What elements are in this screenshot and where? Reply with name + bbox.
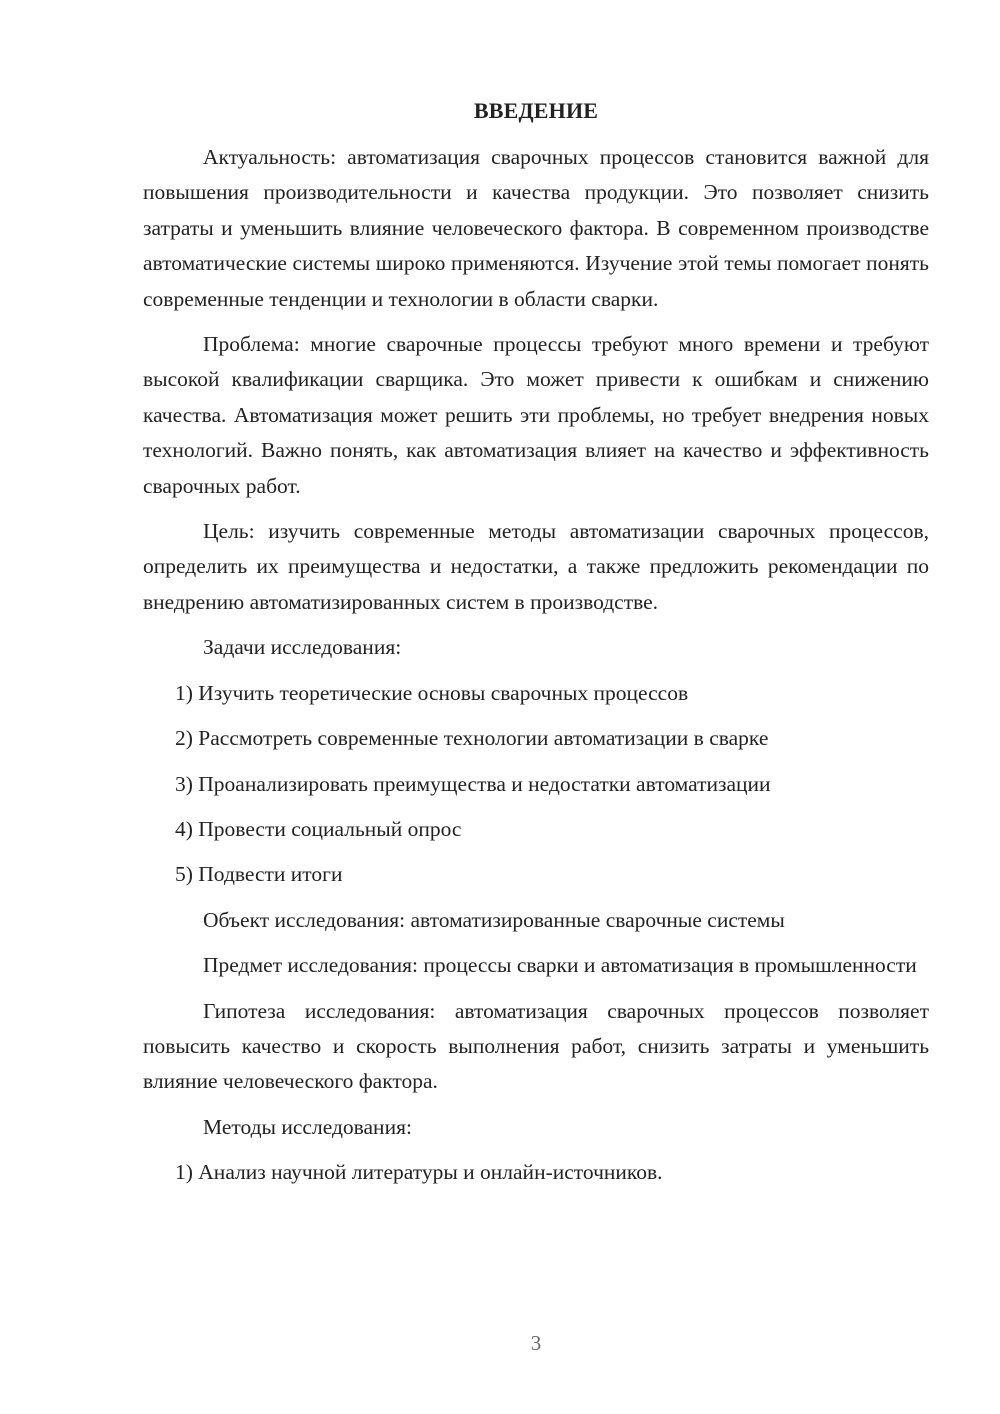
- object-paragraph: Объект исследования: автоматизированные сварочные системы: [203, 907, 785, 932]
- page-title: ВВЕДЕНИЕ: [473, 98, 599, 123]
- methods-heading: Методы исследования:: [203, 1114, 412, 1139]
- hypothesis-paragraph: Гипотеза исследования: автоматизация сварочных процессов позволяет повысить качество и скорость выполнения работ, снизить затраты и уменьшить влияние человеческого фактора.: [143, 998, 929, 1094]
- page-content: [143, 93, 929, 1191]
- method-item: 1) Анализ научной литературы и онлайн-источников.: [175, 1160, 663, 1185]
- task-item: 3) Проанализировать преимущества и недостатки автоматизации: [175, 771, 771, 796]
- subject-paragraph: Предмет исследования: процессы сварки и автоматизация в промышленности: [203, 953, 917, 978]
- task-item: 1) Изучить теоретические основы сварочных процессов: [175, 680, 689, 705]
- tasks-heading: Задачи исследования:: [203, 635, 402, 660]
- task-item: 4) Провести социальный опрос: [175, 816, 462, 841]
- relevance-paragraph: Актуальность: автоматизация сварочных процессов становится важной для повышения производительности и качества продукции. Это позволяет снизить затраты и уменьшить влияние человеческого фактора. В современном производстве автоматические системы широко применяются. Изучение этой темы помогает понять современные тенденции и технологии в области сварки.: [143, 145, 929, 311]
- problem-paragraph: Проблема: многие сварочные процессы требуют много времени и требуют высокой квалификации сварщика. Это может привести к ошибкам и снижению качества. Автоматизация может решить эти проблемы, но требует внедрения новых технологий. Важно понять, как автоматизация влияет на качество и эффективность сварочных работ.: [143, 332, 929, 498]
- task-item: 2) Рассмотреть современные технологии автоматизации в сварке: [175, 726, 769, 751]
- task-item: 5) Подвести итоги: [175, 862, 343, 887]
- goal-paragraph: Цель: изучить современные методы автоматизации сварочных процессов, определить их преимущества и недостатки, а также предложить рекомендации по внедрению автоматизированных систем в производстве.: [143, 519, 929, 614]
- page-number: 3: [530, 1331, 542, 1355]
